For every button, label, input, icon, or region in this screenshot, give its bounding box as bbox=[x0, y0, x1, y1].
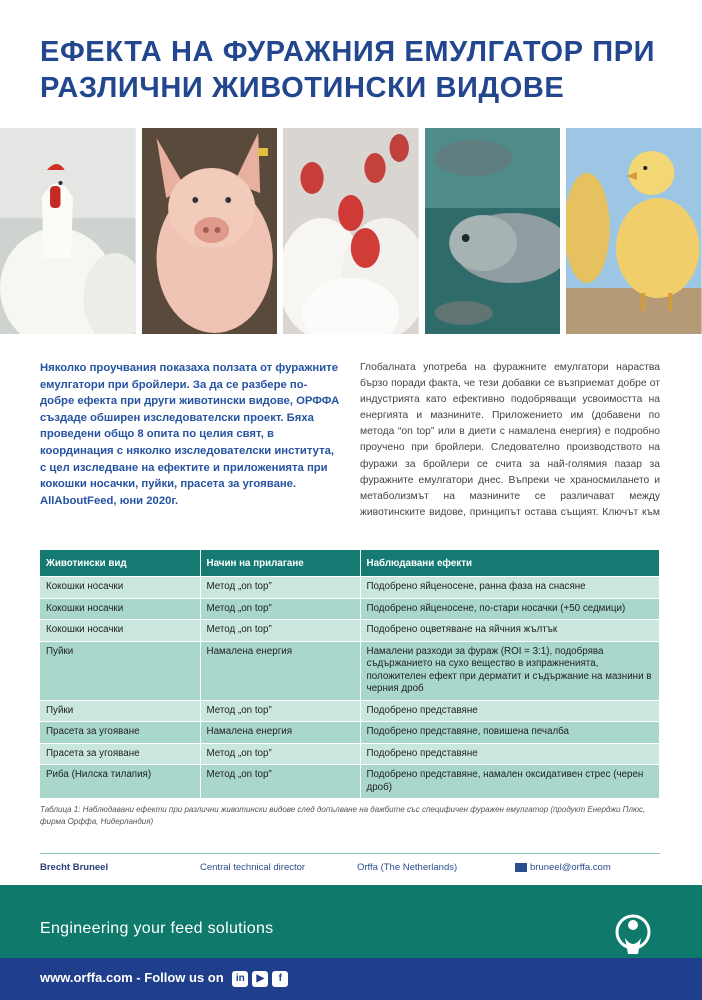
body-text: Глобалната употреба на фуражните емулгатори нараства бързо поради факта, че тези добавки се възприемат добре от индустрията като ефективно подобряващи усвоимостта на енергията и мазнините. Приложението им (добавени по метода “on top” или в диети с намалена енергия) е подробно проучено при бройлери. Следователно производството на фуражи за бройлери се счита за най-голямия пазар за фуражните емулгатори днес. Въпреки че храносмилането и метаболизмът на мазнините се различават между животинските видове, принципът остава същият. Ключът към bbox=[360, 362, 660, 518]
method-cell: Метод „on top” bbox=[200, 743, 360, 765]
method-cell: Метод „on top” bbox=[200, 700, 360, 722]
method-cell: Метод „on top” bbox=[200, 577, 360, 599]
table-row bbox=[40, 765, 659, 799]
method-cell: Метод „on top” bbox=[200, 620, 360, 642]
chick-photo bbox=[566, 128, 702, 334]
social-links bbox=[232, 971, 288, 987]
table-row bbox=[40, 722, 659, 744]
body-column bbox=[360, 360, 660, 522]
divider bbox=[40, 853, 660, 854]
linkedin-icon[interactable]: in bbox=[232, 971, 248, 987]
footer-follow bbox=[40, 970, 288, 987]
effect-cell: Подобрено яйценосене, ранна фаза на снасяне bbox=[360, 577, 659, 599]
species-cell: Прасета за угояване bbox=[40, 743, 200, 765]
contact-email[interactable] bbox=[515, 862, 611, 873]
slogan: Engineering your feed solutions bbox=[40, 920, 274, 937]
effect-cell: Подобрено представяне, повишена печалба bbox=[360, 722, 659, 744]
facebook-icon[interactable]: f bbox=[272, 971, 288, 987]
chicken-photo bbox=[0, 128, 136, 334]
email-text[interactable]: bruneel@orffa.com bbox=[530, 862, 611, 873]
table-header-row bbox=[40, 550, 659, 577]
table-row bbox=[40, 598, 659, 620]
website-link[interactable]: www.orffa.com - Follow us on bbox=[40, 970, 224, 985]
pig-photo bbox=[142, 128, 278, 334]
table-row bbox=[40, 743, 659, 765]
species-cell: Кокошки носачки bbox=[40, 577, 200, 599]
intro-text: Няколко проучвания показаха ползата от фуражните емулгатори при бройлери. За да се разбере по-добре ефекта при други животински видове, ОРФФА създаде обширен изследователски проект. Бяха проведени общо 8 опита по целия свят, в координация с няколко изследователски института, с цел изследване на ефектите и приложенията при кокошки носачки, пуйки, прасета за угояване. AllAboutFeed, юни 2020г. bbox=[40, 362, 340, 507]
contact-role: Central technical director bbox=[200, 862, 306, 873]
column-header-method: Начин на прилагане bbox=[200, 550, 360, 577]
method-cell: Намалена енергия bbox=[200, 641, 360, 700]
animal-photo-strip bbox=[0, 128, 702, 334]
effect-cell: Намалени разходи за фураж (ROI = 3:1), подобрява съдържанието на сухо вещество в изпражненията, положителен ефект при дерматит и съдържание на мазнини в черния дроб bbox=[360, 641, 659, 700]
orffa-logo-icon bbox=[598, 912, 668, 962]
column-header-effects: Наблюдавани ефекти bbox=[360, 550, 659, 577]
title-line-2: РАЗЛИЧНИ ЖИВОТИНСКИ ВИДОВЕ bbox=[40, 72, 565, 104]
contact-company: Orffa (The Netherlands) bbox=[357, 862, 458, 873]
title-line-1: ЕФЕКТА НА ФУРАЖНИЯ ЕМУЛГАТОР ПРИ bbox=[40, 36, 656, 68]
page-title bbox=[40, 34, 680, 106]
youtube-icon[interactable]: ▶ bbox=[252, 971, 268, 987]
table-caption: Таблица 1: Наблюдавани ефекти при различни животински видове след допълване на дажбите със специфичен фуражен емулгатор (продукт Енерджи Плюс, фирма Орффа, Нидерландия) bbox=[40, 805, 646, 826]
method-cell: Метод „on top” bbox=[200, 765, 360, 799]
effects-table bbox=[40, 550, 659, 798]
table-row bbox=[40, 641, 659, 700]
species-cell: Риба (Нилска тилапия) bbox=[40, 765, 200, 799]
species-cell: Пуйки bbox=[40, 700, 200, 722]
method-cell: Намалена енергия bbox=[200, 722, 360, 744]
effect-cell: Подобрено представяне bbox=[360, 700, 659, 722]
table-row bbox=[40, 620, 659, 642]
table-row bbox=[40, 577, 659, 599]
mail-icon bbox=[515, 863, 527, 872]
effect-cell: Подобрено яйценосене, по-стари носачки (+50 седмици) bbox=[360, 598, 659, 620]
species-cell: Кокошки носачки bbox=[40, 598, 200, 620]
effect-cell: Подобрено представяне bbox=[360, 743, 659, 765]
fish-photo bbox=[425, 128, 561, 334]
effect-cell: Подобрено оцветяване на яйчния жълтък bbox=[360, 620, 659, 642]
species-cell: Прасета за угояване bbox=[40, 722, 200, 744]
intro-paragraph bbox=[40, 360, 340, 509]
column-header-species: Животински вид bbox=[40, 550, 200, 577]
species-cell: Пуйки bbox=[40, 641, 200, 700]
contact-name: Brecht Bruneel bbox=[40, 862, 109, 873]
effect-cell: Подобрено представяне, намален оксидативен стрес (черен дроб) bbox=[360, 765, 659, 799]
table-row bbox=[40, 700, 659, 722]
species-cell: Кокошки носачки bbox=[40, 620, 200, 642]
method-cell: Метод „on top” bbox=[200, 598, 360, 620]
turkey-photo bbox=[283, 128, 419, 334]
